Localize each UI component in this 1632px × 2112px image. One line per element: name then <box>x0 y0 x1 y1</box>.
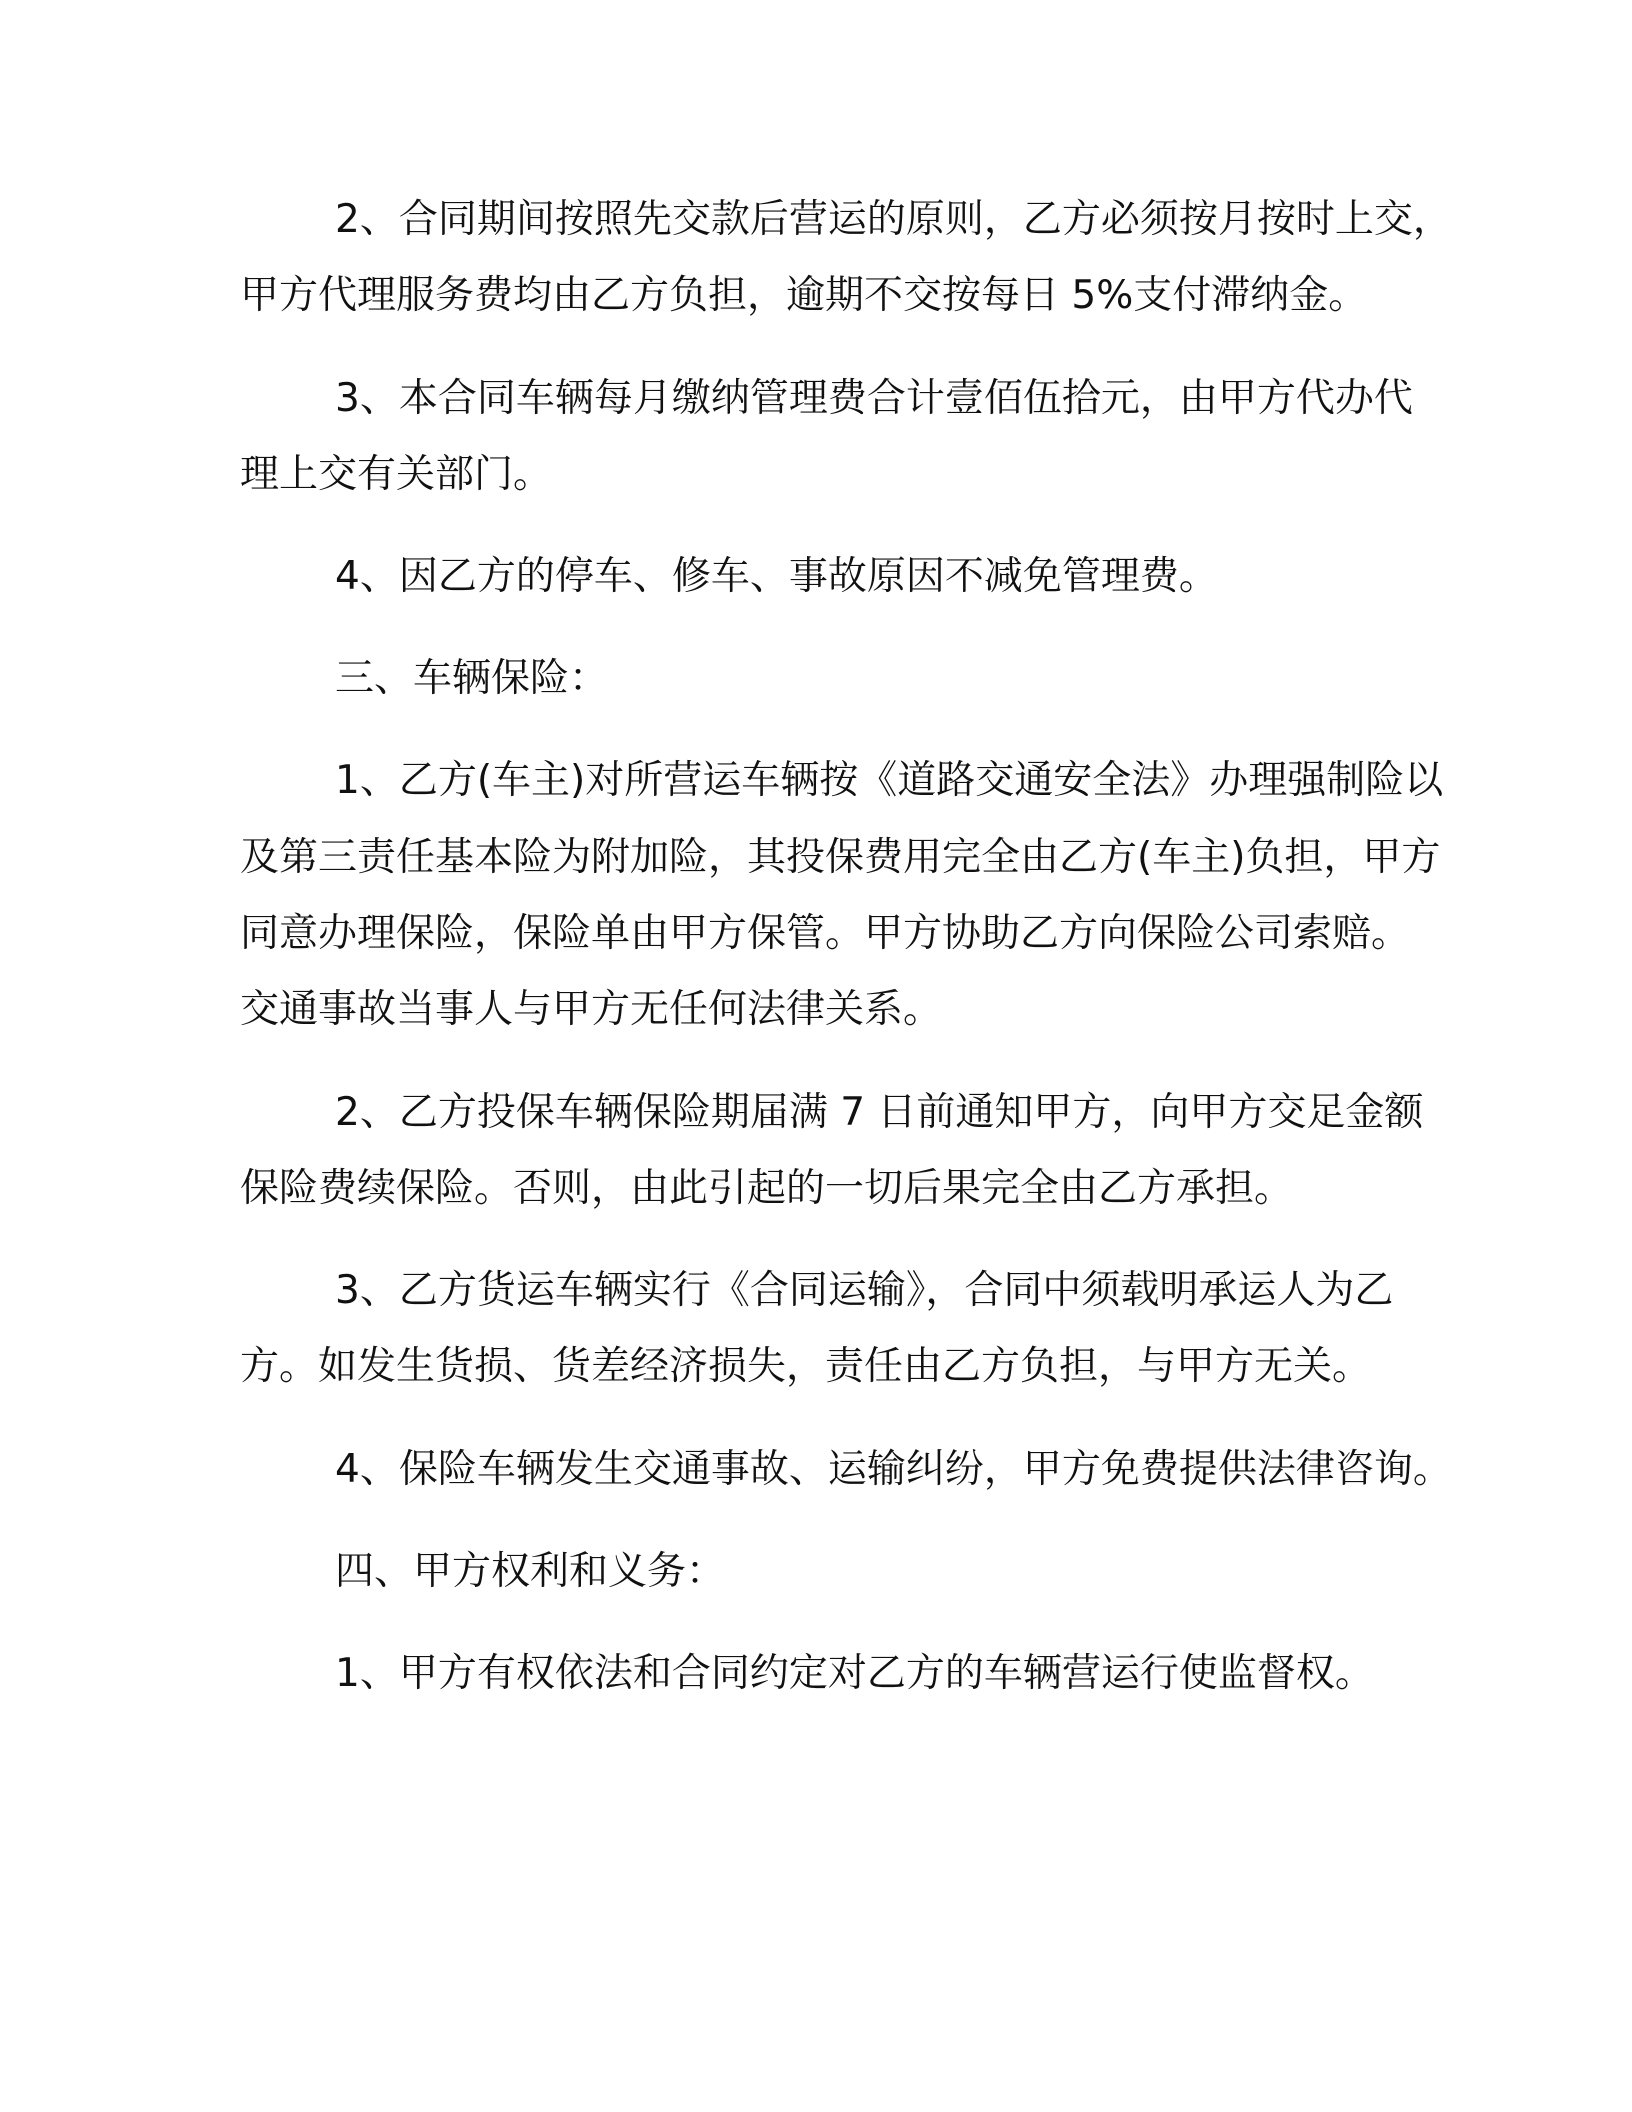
section-heading: 三、车辆保险： <box>335 656 609 701</box>
clause-line: 2、合同期间按照先交款后营运的原则，乙方必须按月按时上交， <box>335 197 1452 242</box>
clause-line: 3、本合同车辆每月缴纳管理费合计壹佰伍拾元，由甲方代办代 <box>335 376 1413 421</box>
clause-line: 理上交有关部门。 <box>240 452 553 497</box>
clause-line: 4、保险车辆发生交通事故、运输纠纷，甲方免费提供法律咨询。 <box>335 1447 1452 1492</box>
clause-line: 及第三责任基本险为附加险，其投保费用完全由乙方(车主)负担，甲方 <box>240 835 1441 880</box>
clause-line: 4、因乙方的停车、修车、事故原因不减免管理费。 <box>335 554 1218 599</box>
clause-line: 交通事故当事人与甲方无任何法律关系。 <box>240 987 943 1032</box>
section-heading: 四、甲方权利和义务： <box>335 1549 726 1594</box>
clause-line: 方。如发生货损、货差经济损失，责任由乙方负担，与甲方无关。 <box>240 1344 1372 1389</box>
clause-line: 甲方代理服务费均由乙方负担，逾期不交按每日 5%支付滞纳金。 <box>240 273 1368 318</box>
clause-line: 3、乙方货运车辆实行《合同运输》，合同中须载明承运人为乙 <box>335 1268 1394 1313</box>
clause-line: 同意办理保险，保险单由甲方保管。甲方协助乙方向保险公司索赔。 <box>240 911 1411 956</box>
clause-line: 保险费续保险。否则，由此引起的一切后果完全由乙方承担。 <box>240 1166 1294 1211</box>
clause-line: 1、甲方有权依法和合同约定对乙方的车辆营运行使监督权。 <box>335 1651 1374 1696</box>
clause-line: 1、乙方(车主)对所营运车辆按《道路交通安全法》办理强制险以 <box>335 758 1444 803</box>
clause-line: 2、乙方投保车辆保险期届满 7 日前通知甲方，向甲方交足金额 <box>335 1090 1424 1135</box>
